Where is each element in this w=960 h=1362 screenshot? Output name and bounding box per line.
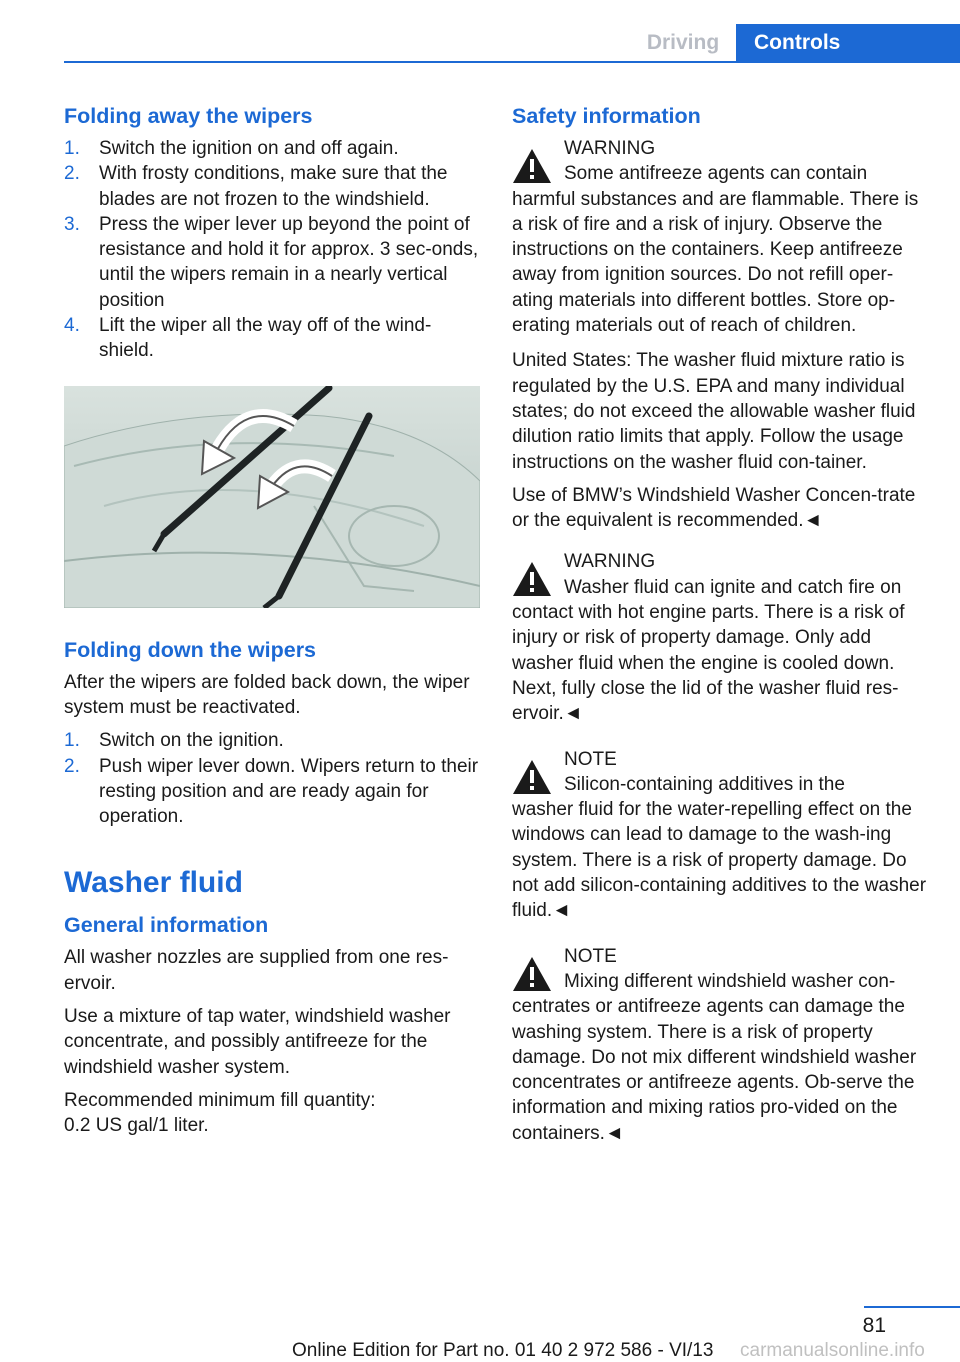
step-text: Lift the wiper all the way off of the wind‐shield. <box>99 315 432 362</box>
note-text: centrates or antifreeze agents can damage the washing system. There is a risk of property damage. Do not mix different windshield washer concentrates or antifreeze agents. Ob‐serve the information and mixing ratios pro‐vided on the containers.◄ <box>512 996 917 1144</box>
note-label: NOTE <box>564 945 617 967</box>
folding-down-heading: Folding down the wipers <box>64 637 317 662</box>
note-label: NOTE <box>564 748 617 770</box>
note-text: washer fluid for the water-repelling effect on the windows can lead to damage to the wash‐ing system. There is a risk of property damage. Do not add silicon-containing additives to the washer fluid.◄ <box>512 799 927 922</box>
step-text: Switch the ignition on and off again. <box>99 138 399 159</box>
folding-down-intro: After the wipers are folded back down, the wiper system must be reactivated. <box>64 671 470 718</box>
warning-block <box>512 549 928 726</box>
warning-label: WARNING <box>564 138 656 159</box>
step-number: 3. <box>64 213 80 235</box>
edition-footer: Online Edition for Part no. 01 40 2 972 586 - VI/13 <box>292 1340 714 1361</box>
tab-driving[interactable]: Driving <box>646 31 720 54</box>
warning-triangle-icon <box>512 561 552 597</box>
warning-triangle-icon <box>512 759 552 795</box>
step-text: Push wiper lever down. Wipers return to their resting position and are ready again for operation. <box>99 755 479 828</box>
general-information-heading: General information <box>64 913 269 938</box>
step-text: With frosty conditions, make sure that the blades are not frozen to the windshield. <box>99 163 448 210</box>
step-number: 1. <box>64 730 80 752</box>
wiper-illustration-svg <box>64 386 480 608</box>
washer-fluid-heading: Washer fluid <box>64 866 243 900</box>
footer-rule <box>864 1306 960 1308</box>
folding-away-heading: Folding away the wipers <box>64 104 313 128</box>
note-block <box>512 747 928 924</box>
warning-text-start: Washer fluid can ignite and catch fire on <box>564 576 902 598</box>
step-text: Switch on the ignition. <box>99 730 284 752</box>
list-item <box>64 728 480 753</box>
step-number: 4. <box>64 315 80 337</box>
washer-paragraph: Recommended minimum fill quantity: <box>64 1089 376 1111</box>
folding-away-steps <box>64 136 480 364</box>
left-column <box>64 100 480 1147</box>
header-rule <box>64 61 960 63</box>
list-item <box>64 313 480 364</box>
step-number: 2. <box>64 163 80 185</box>
bmw-recommendation-paragraph: Use of BMW’s Windshield Washer Concen‐trate or the equivalent is recommended.◄ <box>512 484 916 532</box>
us-regulation-paragraph: United States: The washer fluid mixture ratio is regulated by the U.S. EPA and many individual states; do not exceed the allowable washer fluid dilution ratio limits that apply. Follow the usage instructions on the washer fluid con‐tainer. <box>512 350 916 473</box>
header-tabs <box>630 24 960 62</box>
folding-down-steps <box>64 728 480 829</box>
note-text-start: Silicon-containing additives in the <box>564 773 845 795</box>
list-item <box>64 136 480 161</box>
list-item <box>64 754 480 830</box>
warning-block <box>512 136 928 338</box>
step-number: 2. <box>64 755 80 777</box>
warning-label: WARNING <box>564 551 656 573</box>
warning-text-start: Some antifreeze agents can contain <box>564 163 868 185</box>
washer-paragraph: Use a mixture of tap water, windshield washer concentrate, and possibly antifreeze for the windshield washer system. <box>64 1006 451 1078</box>
tab-controls[interactable]: Controls <box>736 24 960 62</box>
list-item <box>64 161 480 212</box>
step-text: Press the wiper lever up beyond the point of resistance and hold it for approx. 3 sec‐onds, until the wipers remain in a nearly vertical position <box>99 213 479 311</box>
note-block <box>512 944 928 1146</box>
note-text-start: Mixing different windshield washer con‐ <box>564 970 896 992</box>
warning-triangle-icon <box>512 148 552 184</box>
safety-information-heading: Safety information <box>512 104 701 128</box>
warning-text: contact with hot engine parts. There is a risk of injury or risk of property damage. Only add washer fluid when the engine is cooled down. Next, fully close the lid of the washer fluid res‐ervoir.◄ <box>512 602 905 725</box>
step-number: 1. <box>64 138 80 159</box>
right-column <box>512 100 928 1156</box>
warning-text: harmful substances and are flammable. There is a risk of fire and a risk of injury. Observe the instructions on the containers. Keep antifreeze away from ignition sources. Do not refill oper‐ating materials into different bottles. Store op‐erating materials out of reach of children. <box>512 188 919 337</box>
watermark: carmanualsonline.info <box>740 1340 925 1361</box>
washer-paragraph: All washer nozzles are supplied from one res‐ervoir. <box>64 947 449 994</box>
page-number: 81 <box>862 1314 886 1337</box>
warning-triangle-icon <box>512 956 552 992</box>
list-item <box>64 212 480 313</box>
washer-paragraph: 0.2 US gal/1 liter. <box>64 1115 209 1137</box>
wiper-illustration <box>64 386 480 608</box>
